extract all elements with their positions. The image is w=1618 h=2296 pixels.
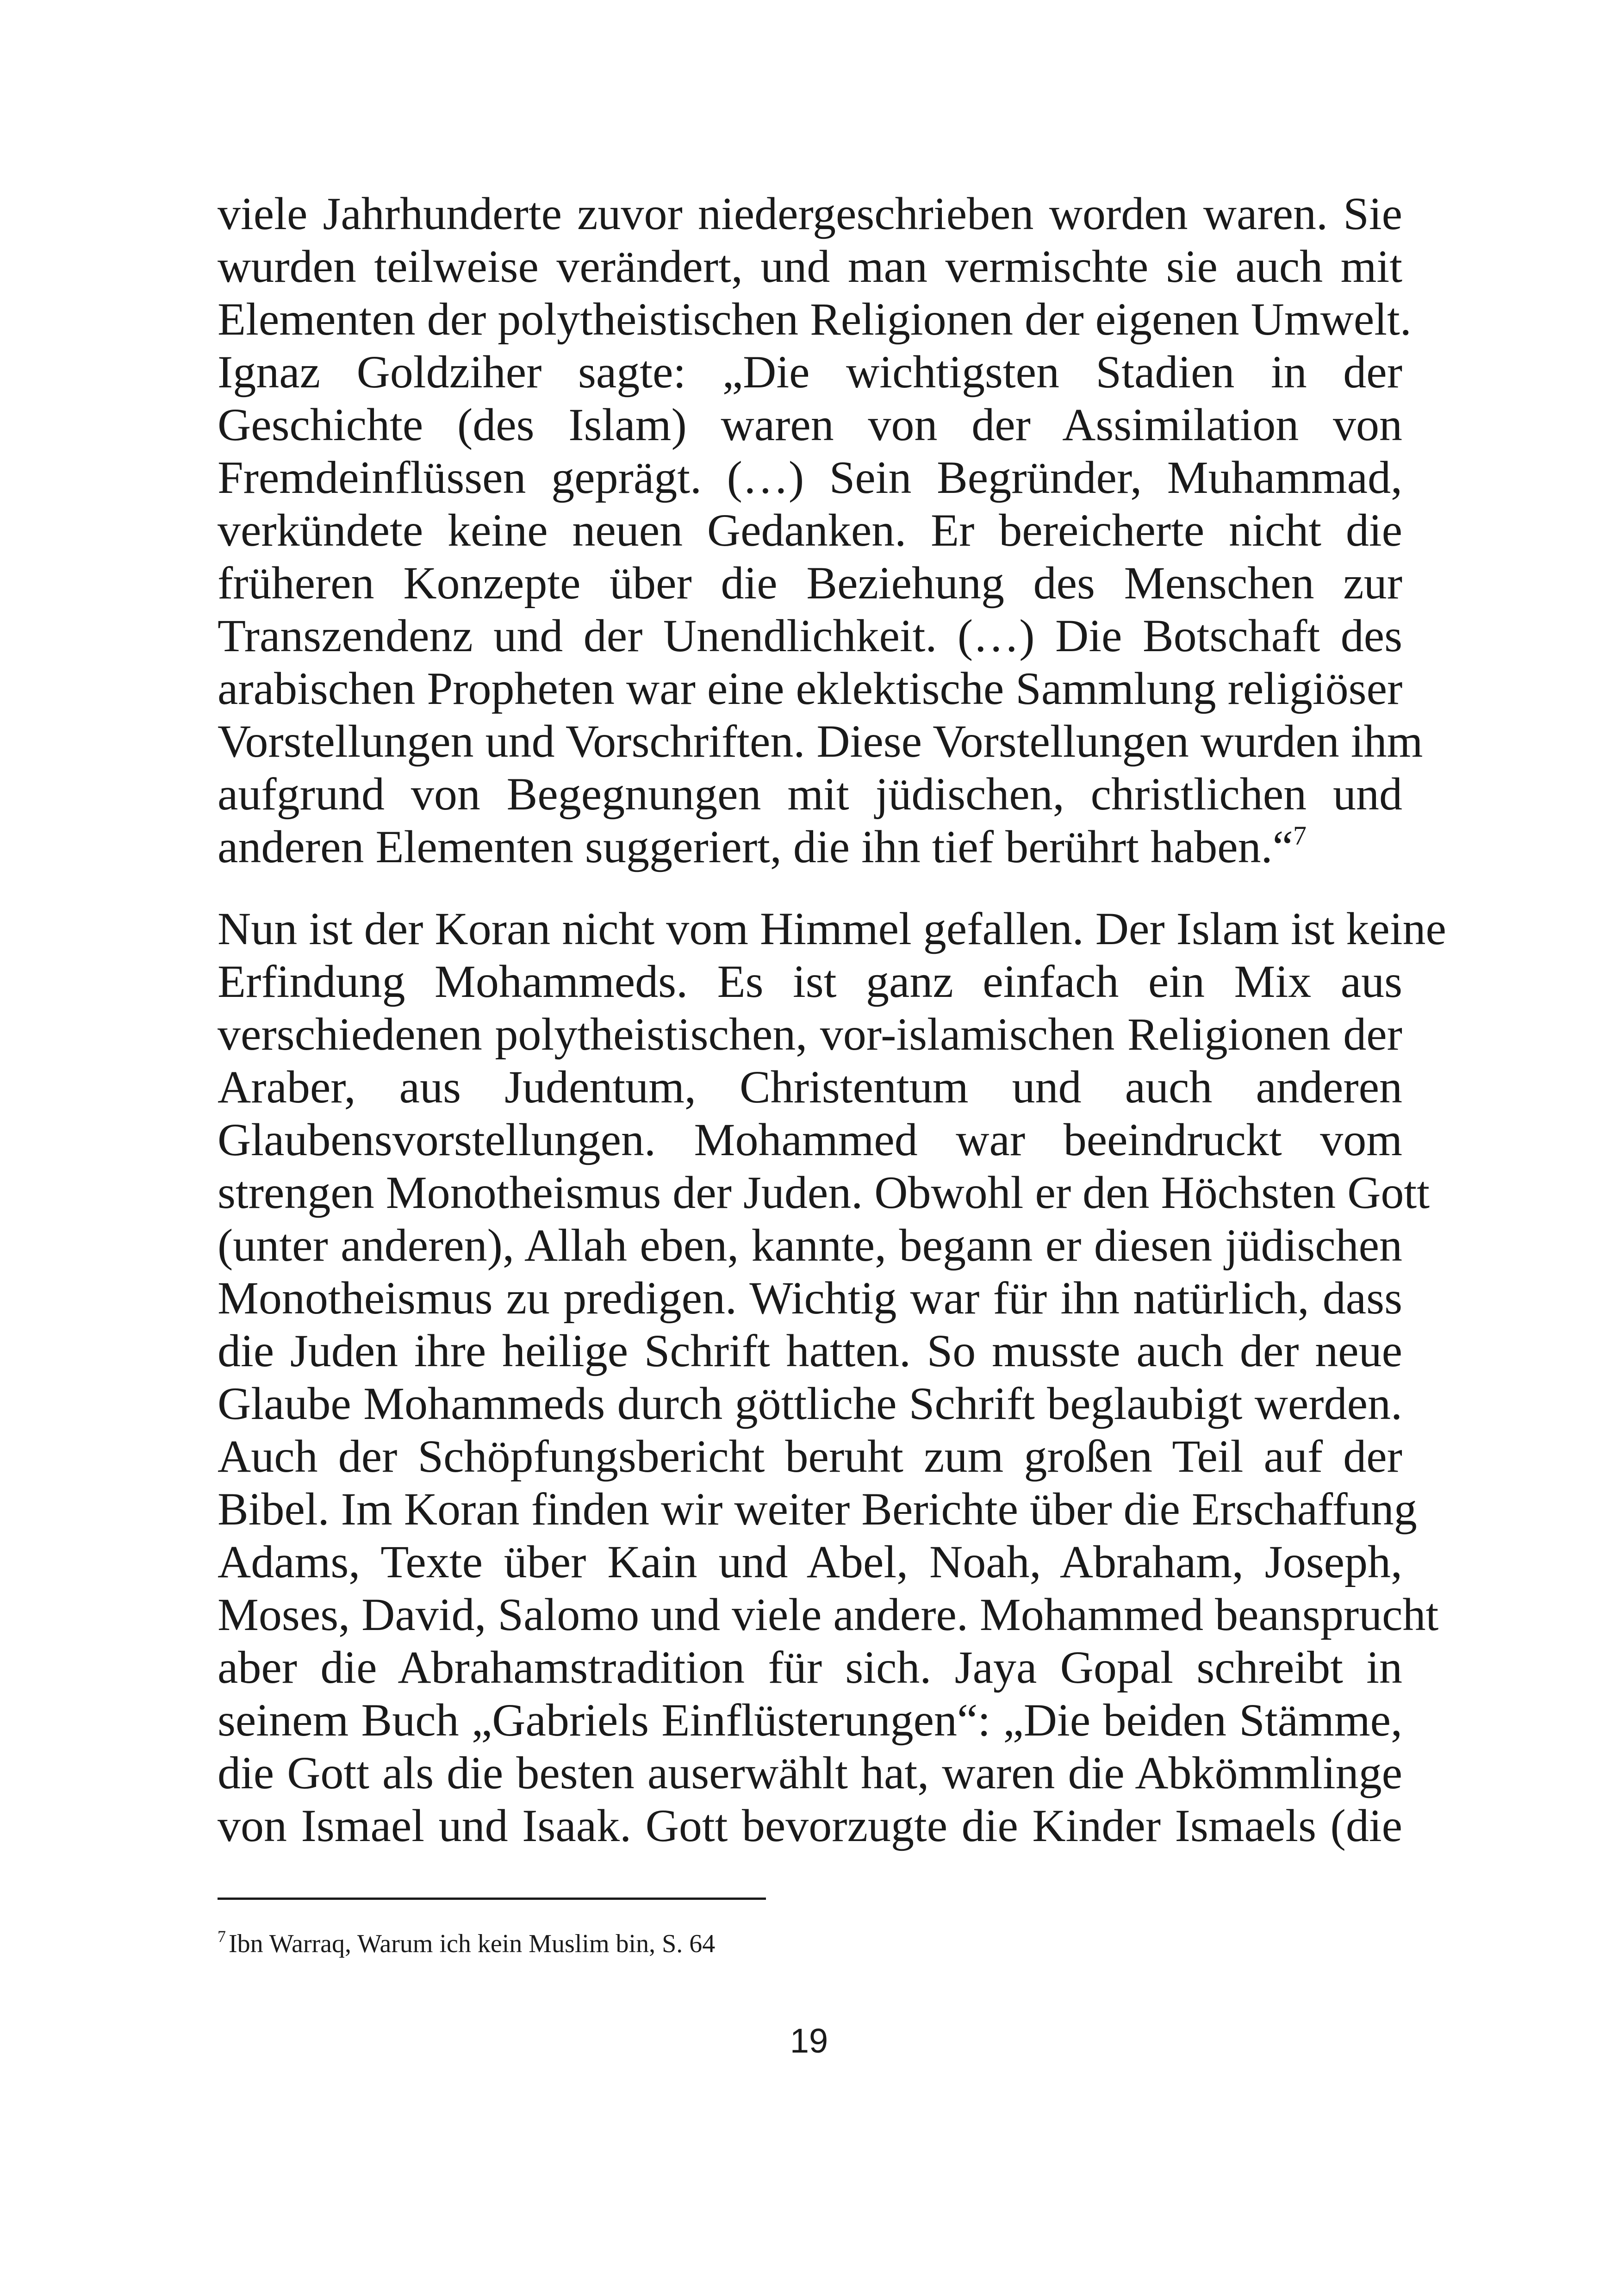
footnote-text: Ibn Warraq, Warum ich kein Muslim bin, S. 64 <box>229 1929 716 1958</box>
text-line: Geschichte (des Islam) waren von der Assimilation von <box>218 399 1402 450</box>
text-line: Auch der Schöpfungsbericht beruht zum großen Teil auf der <box>218 1431 1402 1482</box>
text-line-content: anderen Elementen suggeriert, die ihn tief berührt haben.“ <box>218 821 1294 872</box>
text-line-last <box>218 821 1402 873</box>
text-line: Vorstellungen und Vorschriften. Diese Vorstellungen wurden ihm <box>218 716 1423 767</box>
text-line: Moses, David, Salomo und viele andere. Mohammed beansprucht <box>218 1589 1439 1640</box>
text-line: seinem Buch „Gabriels Einflüsterungen“: „Die beiden Stämme, <box>218 1694 1402 1746</box>
text-line: Araber, aus Judentum, Christentum und auch anderen <box>218 1061 1402 1113</box>
text-line: strengen Monotheismus der Juden. Obwohl er den Höchsten Gott <box>218 1167 1430 1218</box>
footnote-reference[interactable]: 7 <box>1293 821 1307 851</box>
text-line: Elementen der polytheistischen Religionen der eigenen Umwelt. <box>218 293 1412 345</box>
paragraph-1 <box>218 187 1423 873</box>
text-line: Monotheismus zu predigen. Wichtig war für ihn natürlich, dass <box>218 1272 1402 1324</box>
text-line: wurden teilweise verändert, und man vermischte sie auch mit <box>218 241 1402 292</box>
text-line: Glaubensvorstellungen. Mohammed war beeindruckt vom <box>218 1114 1402 1165</box>
text-line: früheren Konzepte über die Beziehung des Menschen zur <box>218 557 1402 609</box>
footnote-number: 7 <box>218 1927 226 1946</box>
text-line: verkündete keine neuen Gedanken. Er bereicherte nicht die <box>218 504 1402 556</box>
text-line: Nun ist der Koran nicht vom Himmel gefallen. Der Islam ist keine <box>218 903 1446 954</box>
text-line: die Juden ihre heilige Schrift hatten. So musste auch der neue <box>218 1325 1402 1376</box>
text-line: aber die Abrahamstradition für sich. Jaya Gopal schreibt in <box>218 1642 1402 1693</box>
text-line: aufgrund von Begegnungen mit jüdischen, christlichen und <box>218 768 1402 820</box>
text-line: verschiedenen polytheistischen, vor-islamischen Religionen der <box>218 1008 1402 1060</box>
text-line: die Gott als die besten auserwählt hat, waren die Abkömmlinge <box>218 1747 1402 1798</box>
page-number: 19 <box>790 2022 828 2060</box>
text-line: viele Jahrhunderte zuvor niedergeschrieben worden waren. Sie <box>218 188 1402 239</box>
text-line: (unter anderen), Allah eben, kannte, begann er diesen jüdischen <box>218 1220 1402 1271</box>
text-line: Bibel. Im Koran finden wir weiter Berichte über die Erschaffung <box>218 1483 1417 1535</box>
text-line: Erfindung Mohammeds. Es ist ganz einfach ein Mix aus <box>218 956 1402 1007</box>
text-line: Adams, Texte über Kain und Abel, Noah, Abraham, Joseph, <box>218 1536 1402 1587</box>
text-line: Ignaz Goldziher sagte: „Die wichtigsten Stadien in der <box>218 346 1402 398</box>
text-line: Glaube Mohammeds durch göttliche Schrift beglaubigt werden. <box>218 1378 1402 1429</box>
footnote-divider <box>218 1898 766 1900</box>
paragraph-2 <box>218 902 1446 1852</box>
text-line: von Ismael und Isaak. Gott bevorzugte die Kinder Ismaels (die <box>218 1800 1402 1851</box>
text-line: Transzendenz und der Unendlichkeit. (…) Die Botschaft des <box>218 610 1402 661</box>
footnote <box>218 1928 715 1960</box>
text-line: Fremdeinflüssen geprägt. (…) Sein Begründer, Muhammad, <box>218 452 1402 503</box>
text-line: arabischen Propheten war eine eklektische Sammlung religiöser <box>218 663 1403 714</box>
